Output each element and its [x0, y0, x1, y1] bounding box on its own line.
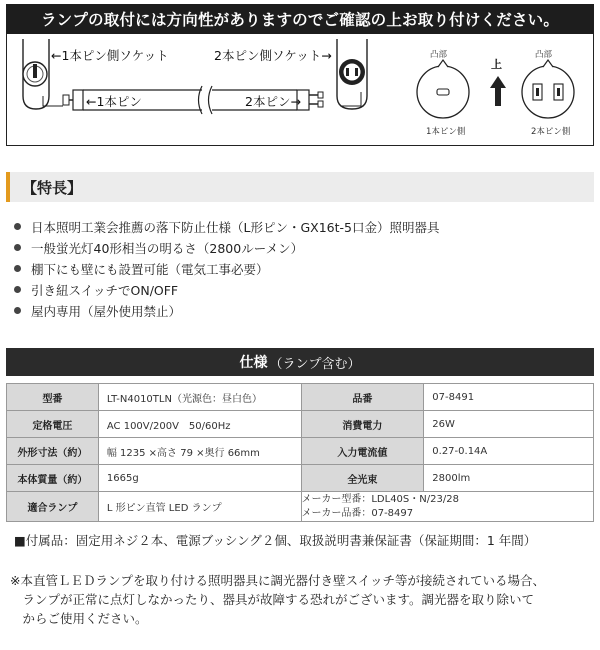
one-pin-label: ←1本ピン [86, 94, 142, 109]
one-pin-socket-graphic [23, 39, 49, 109]
spec-title: 仕様 [239, 355, 268, 371]
two-pin-socket-graphic [337, 39, 367, 109]
feature-text: 一般蛍光灯40形相当の明るさ（2800ルーメン） [31, 240, 304, 256]
maker-info [301, 492, 593, 522]
features-title: 【特長】 [22, 178, 83, 197]
note-line: からご使用ください。 [10, 611, 148, 626]
features-accent-bar [6, 172, 10, 202]
list-item [14, 258, 594, 279]
table-row [7, 384, 594, 411]
spec-key: 全光束 [301, 465, 424, 492]
two-pin-side-caption: 2本ピン側 [531, 127, 571, 137]
table-row [7, 438, 594, 465]
feature-list [14, 216, 594, 321]
bullet-icon [14, 223, 21, 230]
top-mark-left-label: 凸部 [430, 50, 448, 60]
spec-value: 07-8491 [424, 384, 594, 411]
top-mark-right-label: 凸部 [535, 50, 553, 60]
two-pin-socket-label: 2本ピン側ソケット→ [214, 48, 332, 63]
spec-value: L 形ピン直管 LED ランプ [98, 492, 301, 522]
up-label: 上 [491, 58, 502, 71]
list-item [14, 300, 594, 321]
spec-key: 本体質量（約） [7, 465, 99, 492]
spec-value: 26W [424, 411, 594, 438]
spec-key: 定格電圧 [7, 411, 99, 438]
one-pin-side-caption: 1本ピン側 [426, 127, 466, 137]
spec-key: 消費電力 [301, 411, 424, 438]
note-line: ※本直管ＬＥＤランプを取り付ける照明器具に調光器付き壁スイッチ等が接続されている場合、 [10, 573, 545, 588]
installation-diagram [6, 34, 594, 146]
spec-key: 外形寸法（約） [7, 438, 99, 465]
bullet-icon [14, 265, 21, 272]
list-item [14, 237, 594, 258]
spec-subtitle: （ランプ含む） [269, 356, 361, 372]
spec-key: 型番 [7, 384, 99, 411]
features-header [6, 172, 594, 202]
maker-item: メーカー品番：07-8497 [301, 507, 414, 519]
feature-text: 屋内専用（屋外使用禁止） [31, 303, 182, 319]
table-row [7, 492, 594, 522]
caution-note [10, 571, 592, 628]
spec-value: LT-N4010TLN（光源色：昼白色） [98, 384, 301, 411]
note-line: ランプが正常に点灯しなかったり、器具が故障する恐れがございます。調光器を取り除いて [10, 592, 535, 607]
spec-value: 2800lm [424, 465, 594, 492]
feature-text: 引き紐スイッチでON/OFF [31, 282, 179, 298]
spec-table [6, 383, 594, 522]
table-row [7, 465, 594, 492]
spec-key: 品番 [301, 384, 424, 411]
spec-value: 1665g [98, 465, 301, 492]
accessory-note: ■付属品：固定用ネジ２本、電源ブッシング２個、取扱説明書兼保証書（保証期間：1 年間） [14, 533, 537, 548]
spec-value: 幅 1235 ×高さ 79 ×奥行 66mm [98, 438, 301, 465]
up-arrow-icon [490, 76, 506, 106]
spec-value: AC 100V/200V 50/60Hz [98, 411, 301, 438]
bullet-icon [14, 307, 21, 314]
end-view-two-pin-graphic [522, 60, 574, 118]
two-pin-label: 2本ピン→ [245, 94, 301, 109]
table-row [7, 411, 594, 438]
spec-value: 0.27-0.14A [424, 438, 594, 465]
one-pin-socket-label: ←1本ピン側ソケット [51, 48, 169, 63]
spec-key: 入力電流値 [301, 438, 424, 465]
spec-key: 適合ランプ [7, 492, 99, 522]
list-item [14, 279, 594, 300]
orientation-banner: ランプの取付には方向性がありますのでご確認の上お取り付けください。 [6, 4, 594, 34]
bullet-icon [14, 244, 21, 251]
feature-text: 棚下にも壁にも設置可能（電気工事必要） [31, 261, 269, 277]
maker-model: メーカー型番：LDL40S・N/23/28 [301, 493, 459, 505]
spec-header [6, 348, 594, 376]
bullet-icon [14, 286, 21, 293]
end-view-one-pin-graphic [417, 60, 469, 118]
list-item [14, 216, 594, 237]
feature-text: 日本照明工業会推薦の落下防止仕様（L形ピン・GX16t-5口金）照明器具 [31, 219, 440, 235]
